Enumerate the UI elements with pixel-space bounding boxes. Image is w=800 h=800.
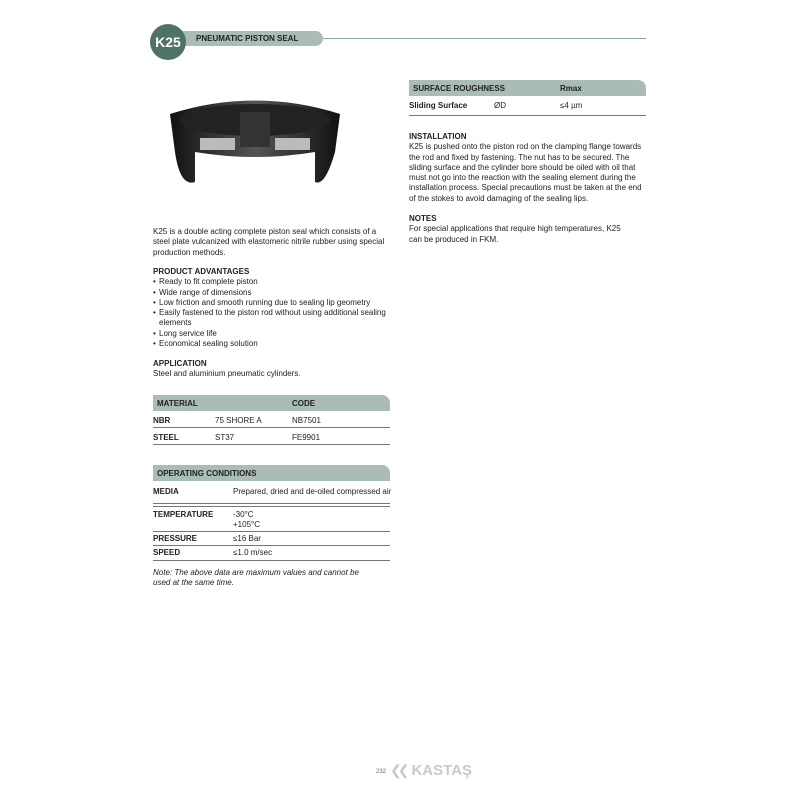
table-row	[153, 428, 390, 445]
advantages-list	[153, 277, 393, 349]
notes-section	[409, 214, 629, 245]
cell: ≤1.0 m/sec	[233, 548, 273, 557]
table-row	[153, 411, 390, 428]
page-number: 232	[376, 769, 387, 775]
page-title: PNEUMATIC PISTON SEAL	[176, 31, 323, 46]
roughness-header	[409, 80, 646, 96]
header-cell: CODE	[292, 399, 316, 408]
material-header	[153, 395, 390, 411]
table-row	[153, 546, 390, 561]
cell: NB7501	[292, 416, 321, 425]
operating-header	[153, 465, 390, 481]
cell: STEEL	[153, 433, 179, 442]
application-title: APPLICATION	[153, 359, 207, 368]
header-rule	[323, 38, 646, 39]
operating-table	[153, 465, 390, 589]
cell: Sliding Surface	[409, 101, 468, 110]
cell: ≤4 µm	[560, 101, 583, 110]
installation-text: K25 is pushed onto the piston rod on the clamping flange towards the rod and fixed by fastening. The nut has to be secured. The sliding surface and the cylinder bore should be oiled with oil that must not go into the reaction with the sealing element during the installation process. Special precautions must be taken at the end of the stokes to avoid damaging of the sealing lips.	[409, 142, 642, 203]
cell: ST37	[215, 433, 235, 442]
advantage-item: • Economical sealing solution	[153, 339, 393, 349]
material-table	[153, 395, 390, 445]
header-cell: SURFACE ROUGHNESS	[413, 84, 506, 93]
header-cell: Rmax	[560, 84, 582, 93]
header-cell: MATERIAL	[157, 399, 198, 408]
installation-title: INSTALLATION	[409, 132, 467, 141]
intro-text: K25 is a double acting complete piston seal which consists of a steel plate vulcanized with elastomeric nitrile rubber using special production methods.	[153, 227, 385, 257]
chevron-logo-icon: ❮❮	[390, 762, 406, 778]
cell: ØD	[494, 101, 506, 110]
cell: Prepared, dried and de-oiled compressed air	[233, 487, 392, 496]
table-row	[153, 481, 390, 504]
cell: FE9901	[292, 433, 321, 442]
cell: NBR	[153, 416, 171, 425]
roughness-table	[409, 80, 646, 116]
cell: 75 SHORE A	[215, 416, 262, 425]
cell: +105°C	[233, 520, 260, 529]
piston-seal-image	[165, 92, 345, 192]
cell: ≤16 Bar	[233, 534, 261, 543]
advantage-item: • Ready to fit complete piston	[153, 277, 393, 287]
cell: PRESSURE	[153, 534, 198, 543]
cell: SPEED	[153, 548, 181, 557]
advantages-title: PRODUCT ADVANTAGES	[153, 267, 250, 276]
advantage-item: • Wide range of dimensions	[153, 288, 393, 298]
installation-section	[409, 132, 646, 204]
application-text: Steel and aluminium pneumatic cylinders.	[153, 369, 301, 379]
advantage-item: • Long service life	[153, 329, 393, 339]
advantage-item: • Low friction and smooth running due to sealing lip geometry	[153, 298, 393, 308]
cell: TEMPERATURE	[153, 510, 214, 519]
cell: -30°C	[233, 510, 254, 519]
product-code-badge: K25	[150, 24, 186, 60]
header-cell: OPERATING CONDITIONS	[157, 469, 257, 478]
notes-text: For special applications that require high temperatures, K25 can be produced in FKM.	[409, 224, 621, 244]
table-row	[409, 96, 646, 116]
brand-logo	[390, 762, 472, 779]
application-section	[153, 359, 393, 380]
cell: MEDIA	[153, 487, 179, 496]
brand-name: KASTAŞ	[411, 762, 473, 779]
note-text: Note: The above data are maximum values and cannot be used at the same time.	[153, 568, 359, 588]
advantage-item: • Easily fastened to the piston rod without using additional sealing elements	[153, 308, 393, 329]
table-row	[153, 506, 390, 532]
notes-title: NOTES	[409, 214, 437, 223]
table-row	[153, 532, 390, 546]
advantages-section	[153, 267, 393, 349]
